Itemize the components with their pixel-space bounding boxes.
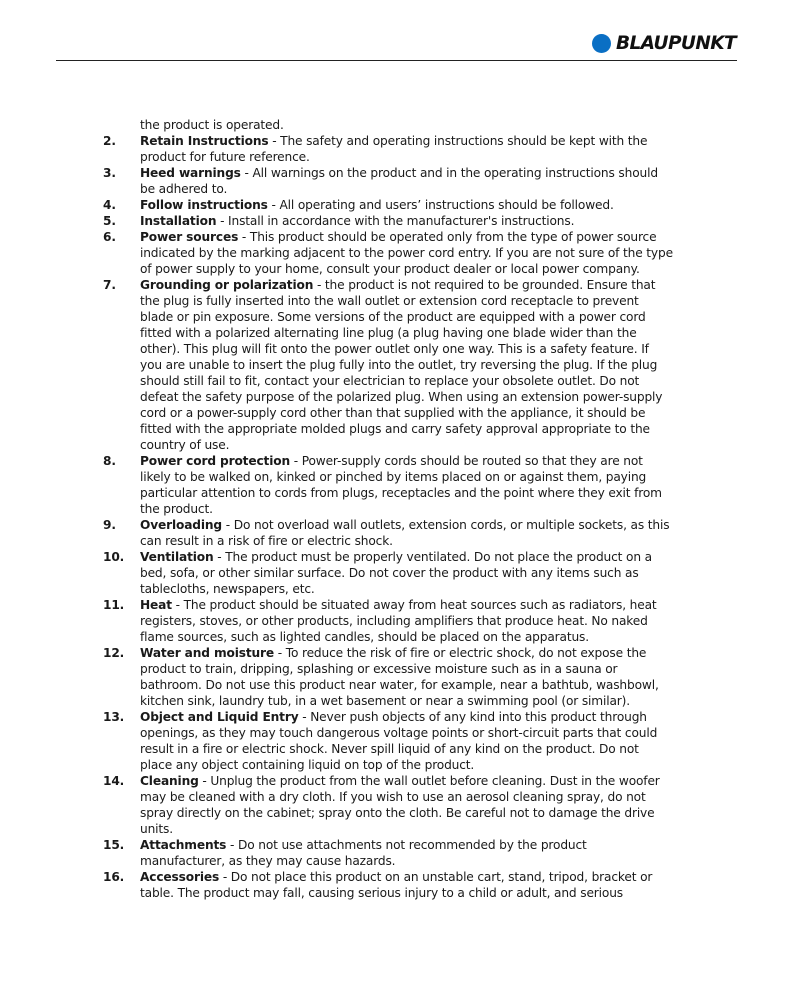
item-number: 14. bbox=[103, 774, 125, 788]
item-body bbox=[140, 645, 673, 709]
item-text: - This product should be operated only from the type of power source indicated by the marking adjacent to the power cord entry. If you are not sure of the type of power supply to your home, consult your product dealer or local power company. bbox=[140, 230, 673, 276]
safety-instructions bbox=[103, 117, 673, 901]
list-item bbox=[103, 773, 673, 837]
item-text: - All warnings on the product and in the operating instructions should be adhered to. bbox=[140, 166, 658, 196]
item-text: - Do not place this product on an unstable cart, stand, tripod, bracket or table. The product may fall, causing serious injury to a child or adult, and serious bbox=[140, 870, 653, 900]
item-term: Power sources bbox=[140, 230, 239, 244]
item-term: Power cord protection bbox=[140, 454, 290, 468]
item-term: Water and moisture bbox=[140, 646, 275, 660]
item-number: 5. bbox=[103, 214, 116, 228]
item-body bbox=[140, 197, 673, 213]
item-term: Cleaning bbox=[140, 774, 199, 788]
item-text: - All operating and users’ instructions should be followed. bbox=[267, 198, 614, 212]
item-number: 10. bbox=[103, 550, 125, 564]
item-number: 4. bbox=[103, 198, 116, 212]
list-item bbox=[103, 197, 673, 213]
list-item bbox=[103, 517, 673, 549]
item-number: 9. bbox=[103, 518, 116, 532]
item-term: Accessories bbox=[140, 870, 220, 884]
item-term: Object and Liquid Entry bbox=[140, 710, 299, 724]
item-text: - Never push objects of any kind into this product through openings, as they may touch dangerous voltage points or short-circuit parts that could result in a fire or electric shock. Never spill liquid of any kind on the product. Do not place any object containing liquid on top of the product. bbox=[140, 710, 658, 772]
list-item bbox=[103, 277, 673, 453]
item-number: 6. bbox=[103, 230, 116, 244]
item-body bbox=[140, 869, 673, 901]
item-body bbox=[140, 213, 673, 229]
list-item bbox=[103, 549, 673, 597]
item-term: Follow instructions bbox=[140, 198, 268, 212]
item-number: 11. bbox=[103, 598, 125, 612]
list-item bbox=[103, 869, 673, 901]
item-body bbox=[140, 517, 673, 549]
item-text: - The product must be properly ventilated. Do not place the product on a bed, sofa, or other similar surface. Do not cover the product with any items such as tablecloths, newspapers, etc. bbox=[140, 550, 652, 596]
brand-logo bbox=[592, 33, 736, 54]
item-text: - Install in accordance with the manufacturer's instructions. bbox=[216, 214, 575, 228]
item-term: Heed warnings bbox=[140, 166, 241, 180]
item-text: - Power-supply cords should be routed so that they are not likely to be walked on, kinked or pinched by items placed on or against them, paying particular attention to cords from plugs, receptacles and the point where they exit from the product. bbox=[140, 454, 662, 516]
item-number: 3. bbox=[103, 166, 116, 180]
item-number: 13. bbox=[103, 710, 125, 724]
item-number: 7. bbox=[103, 278, 116, 292]
item-text: - To reduce the risk of fire or electric shock, do not expose the product to train, dripping, splashing or excessive moisture such as in a sauna or bathroom. Do not use this product near water, for example, near a bathtub, washbowl, kitchen sink, laundry tub, in a wet basement or near a swimming pool (or similar). bbox=[140, 646, 659, 708]
item-text: - Do not overload wall outlets, extension cords, or multiple sockets, as this can result in a risk of fire or electric shock. bbox=[140, 518, 670, 548]
item-term: Grounding or polarization bbox=[140, 278, 314, 292]
header-divider bbox=[56, 60, 737, 61]
list-item bbox=[103, 213, 673, 229]
item-body bbox=[140, 597, 673, 645]
item-text: - Do not use attachments not recommended by the product manufacturer, as they may cause hazards. bbox=[140, 838, 587, 868]
list-item bbox=[103, 597, 673, 645]
item-text: - The product should be situated away from heat sources such as radiators, heat registers, stoves, or other products, including amplifiers that produce heat. No naked flame sources, such as lighted candles, should be placed on the apparatus. bbox=[140, 598, 657, 644]
item-body bbox=[140, 709, 673, 773]
item-text: - Unplug the product from the wall outlet before cleaning. Dust in the woofer may be cleaned with a dry cloth. If you wish to use an aerosol cleaning spray, do not spray directly on the cabinet; spray onto the cloth. Be careful not to damage the drive units. bbox=[140, 774, 660, 836]
item-number: 12. bbox=[103, 646, 125, 660]
item-body bbox=[140, 133, 673, 165]
list-item bbox=[103, 229, 673, 277]
item-term: Ventilation bbox=[140, 550, 214, 564]
item-body bbox=[140, 229, 673, 277]
instruction-list bbox=[103, 133, 673, 901]
item-number: 8. bbox=[103, 454, 116, 468]
item-term: Installation bbox=[140, 214, 217, 228]
item-text: - The safety and operating instructions should be kept with the product for future reference. bbox=[140, 134, 648, 164]
item-body bbox=[140, 773, 673, 837]
item-number: 16. bbox=[103, 870, 125, 884]
item-body bbox=[140, 165, 673, 197]
list-item bbox=[103, 709, 673, 773]
brand-dot-icon bbox=[592, 34, 611, 53]
list-item bbox=[103, 453, 673, 517]
item-number: 15. bbox=[103, 838, 125, 852]
list-item bbox=[103, 645, 673, 709]
item-number: 2. bbox=[103, 134, 116, 148]
intro-continuation: the product is operated. bbox=[140, 118, 284, 132]
list-item bbox=[103, 133, 673, 165]
item-body bbox=[140, 453, 673, 517]
item-body bbox=[140, 277, 673, 453]
item-term: Attachments bbox=[140, 838, 227, 852]
list-item bbox=[103, 165, 673, 197]
item-body bbox=[140, 549, 673, 597]
brand-name: BLAUPUNKT bbox=[615, 33, 736, 54]
item-term: Overloading bbox=[140, 518, 223, 532]
item-term: Retain Instructions bbox=[140, 134, 269, 148]
item-text: - the product is not required to be grounded. Ensure that the plug is fully inserted into the wall outlet or extension cord receptacle to prevent blade or pin exposure. Some versions of the product are equipped with a power cord fitted with a polarized alternating line plug (a plug having one blade wider than the other). This plug will fit onto the power outlet only one way. This is a safety feature. If you are unable to insert the plug fully into the outlet, try reversing the plug. If the plug should still fail to fit, contact your electrician to replace your obsolete outlet. Do not defeat the safety purpose of the polarized plug. When using an extension power-supply cord or a power-supply cord other than that supplied with the appliance, it should be fitted with the appropriate molded plugs and carry safety approval appropriate to the country of use. bbox=[140, 278, 663, 452]
item-body bbox=[140, 837, 673, 869]
list-item bbox=[103, 837, 673, 869]
item-term: Heat bbox=[140, 598, 172, 612]
